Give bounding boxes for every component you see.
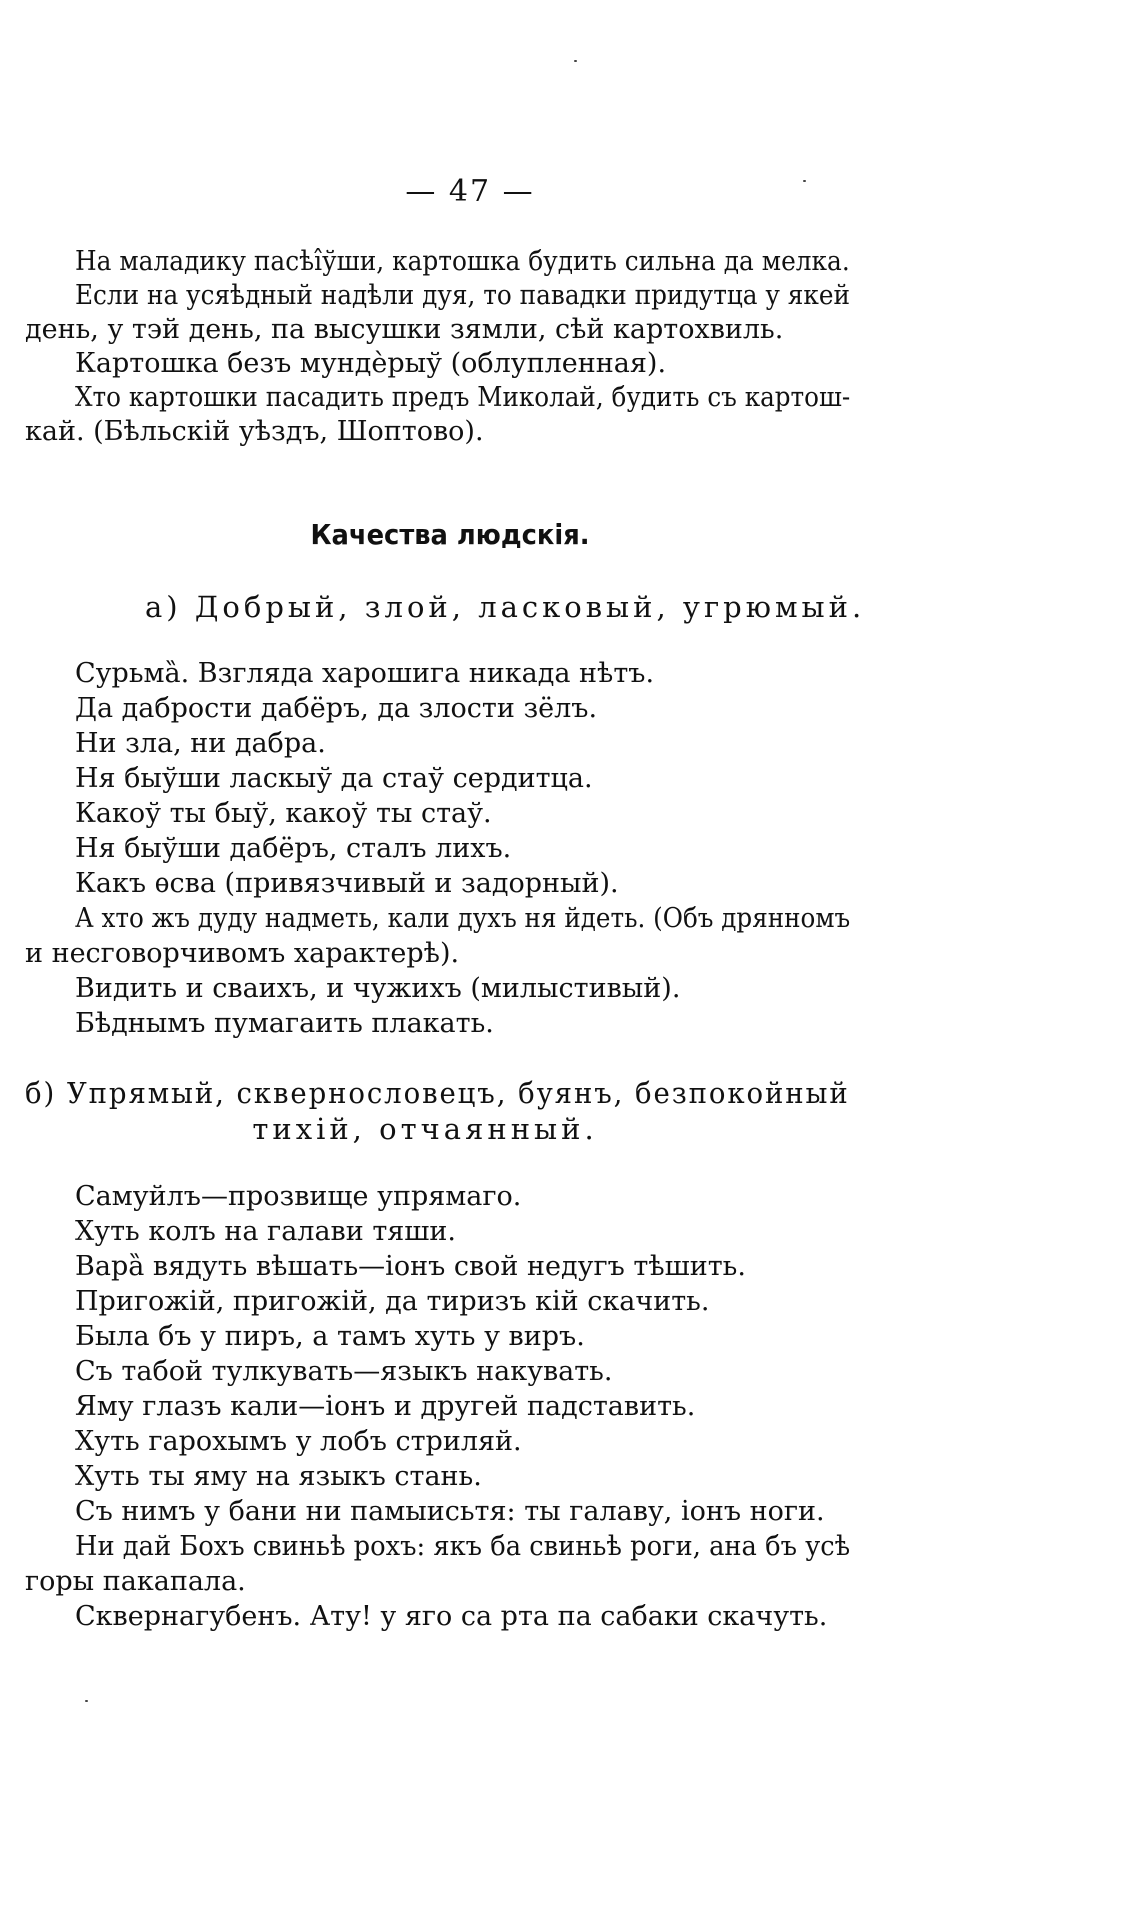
text-line: Картошка безъ мундѐрыў (облупленная). [75, 348, 667, 379]
text-line: Хуть колъ на галави тяши. [75, 1216, 456, 1247]
text-line: На маладику пасѣі̂ўши, картошка будить сильна да мелка. [75, 246, 850, 277]
text-line: Самуйлъ—прозвище упрямаго. [75, 1181, 522, 1212]
page-number: — 47 — [405, 174, 535, 209]
text-line: Ни дай Бохъ свиньѣ рохъ: якъ ба свиньѣ роги, ана бъ усѣ [75, 1531, 851, 1562]
text-line: день, у тэй день, па высушки зямли, сѣй картохвиль. [25, 314, 784, 345]
text-line: Ня быўши ласкыў да стаў сердитца. [75, 763, 593, 794]
subsection-heading-b: б) Упрямый, сквернословецъ, буянъ, безпокойный [25, 1076, 850, 1110]
print-speck [574, 60, 577, 62]
print-speck [85, 1700, 88, 1702]
text-line: Съ нимъ у бани ни памыисьтя: ты галаву, іонъ ноги. [75, 1496, 825, 1527]
text-line: Сурьмȁ. Взгляда харошига никада нѣтъ. [75, 658, 655, 689]
text-line: и несговорчивомъ характерѣ). [25, 938, 460, 969]
text-line: Яму глазъ кали—іонъ и другей падставить. [75, 1391, 696, 1422]
text-line: кай. (Бѣльскій уѣздъ, Шоптово). [25, 416, 484, 447]
text-line: Сквернагубенъ. Ату! у яго са рта па сабаки скачуть. [75, 1601, 828, 1632]
text-line: Хуть гарохымъ у лобъ стриляй. [75, 1426, 522, 1457]
text-line: Да дабрости дабёръ, да злости зёлъ. [75, 693, 598, 724]
section-heading: Качества людскія. [310, 518, 590, 551]
text-line: Бѣднымъ пумагаить плакать. [75, 1008, 494, 1039]
text-line: Пригожій, пригожій, да тиризъ кій скачить. [75, 1286, 710, 1317]
text-line: Ни зла, ни дабра. [75, 728, 326, 759]
text-line: Хуть ты яму на языкъ стань. [75, 1461, 482, 1492]
text-line: Была бъ у пиръ, а тамъ хуть у виръ. [75, 1321, 585, 1352]
text-line: Видить и сваихъ, и чужихъ (милыстивый). [75, 973, 681, 1004]
text-line: А хто жъ дуду надметь, кали духъ ня йдеть. (Объ дрянномъ [75, 903, 851, 934]
text-line: горы пакапала. [25, 1566, 246, 1597]
text-line: Варȁ вядуть вѣшать—іонъ свой недугъ тѣшить. [75, 1251, 746, 1282]
text-line: Съ табой тулкувать—языкъ накувать. [75, 1356, 613, 1387]
subsection-heading-b-cont: тихій, отчаянный. [252, 1112, 598, 1146]
text-line: Хто картошки пасадить предъ Миколай, будить съ картош- [75, 382, 851, 413]
text-line: Какоў ты быў, какоў ты стаў. [75, 798, 492, 829]
subsection-heading-a: а) Добрый, злой, ласковый, угрюмый. [145, 590, 866, 624]
text-line: Если на усяѣдный надѣли дуя, то павадки придутца у якей [75, 280, 850, 311]
text-line: Какъ ѳсва (привязчивый и задорный). [75, 868, 619, 899]
text-line: Ня быўши дабёръ, сталъ лихъ. [75, 833, 512, 864]
